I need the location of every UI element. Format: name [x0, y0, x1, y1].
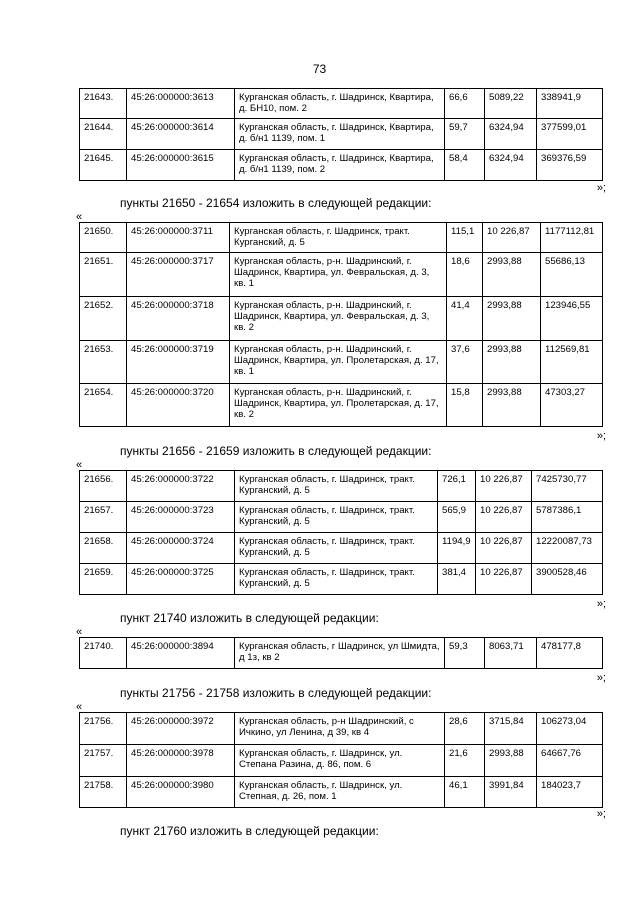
row-number-cell: 21659.: [80, 564, 127, 595]
row-number-cell: 21653.: [80, 341, 127, 384]
area-cell: 15,8: [447, 384, 483, 427]
cost-per-unit-cell: 10 226,87: [476, 502, 532, 533]
row-number-cell: 21644.: [80, 119, 127, 150]
area-cell: 115,1: [447, 223, 483, 253]
opening-quote: «: [76, 626, 83, 638]
table-row: [80, 150, 603, 181]
cadastral-number-cell: 45:26:000000:3723: [127, 502, 235, 533]
address-cell: Курганская область, г. Шадринск, тракт. Курганский, д. 5: [235, 502, 438, 533]
total-cost-cell: 377599,01: [537, 119, 603, 150]
row-number-cell: 21657.: [80, 502, 127, 533]
cadastral-number-cell: 45:26:000000:3724: [127, 533, 235, 564]
cost-per-unit-cell: 2993,88: [483, 297, 541, 341]
area-cell: 66,6: [445, 89, 485, 119]
address-cell: Курганская область, р-н. Шадринский, г. Шадринск, Квартира, ул. Февральская, д. 3, кв. 1: [230, 253, 447, 297]
section-heading: пункты 21650 - 21654 изложить в следующей редакции:: [120, 196, 432, 210]
table-row: [80, 253, 603, 297]
area-cell: 58,4: [445, 150, 485, 181]
opening-quote: «: [76, 211, 83, 223]
row-number-cell: 21651.: [80, 253, 127, 297]
table-row: [80, 533, 603, 564]
address-cell: Курганская область, г. Шадринск, тракт. Курганский, д. 5: [235, 533, 438, 564]
cost-per-unit-cell: 6324,94: [485, 150, 537, 181]
row-number-cell: 21643.: [80, 89, 127, 119]
opening-quote: «: [76, 459, 83, 471]
cadastral-number-cell: 45:26:000000:3980: [127, 777, 235, 808]
area-cell: 726,1: [438, 471, 476, 502]
table-row: [80, 471, 603, 502]
cost-per-unit-cell: 2993,88: [483, 384, 541, 427]
row-number-cell: 21757.: [80, 745, 127, 777]
total-cost-cell: 7425730,77: [532, 471, 603, 502]
total-cost-cell: 5787386,1: [532, 502, 603, 533]
cost-per-unit-cell: 6324,94: [485, 119, 537, 150]
address-cell: Курганская область, р-н. Шадринский, г. Шадринск, Квартира, ул. Пролетарская, д. 17, кв. 1: [230, 341, 447, 384]
cost-per-unit-cell: 10 226,87: [476, 564, 532, 595]
total-cost-cell: 112569,81: [541, 341, 603, 384]
property-table: [79, 88, 603, 181]
area-cell: 46,1: [445, 777, 485, 808]
total-cost-cell: 3900528,46: [532, 564, 603, 595]
total-cost-cell: 1177112,81: [541, 223, 603, 253]
total-cost-cell: 47303,27: [541, 384, 603, 427]
row-number-cell: 21758.: [80, 777, 127, 808]
area-cell: 41,4: [447, 297, 483, 341]
cadastral-number-cell: 45:26:000000:3722: [127, 471, 235, 502]
address-cell: Курганская область, р-н. Шадринский, г. Шадринск, Квартира, ул. Февральская, д. 3, кв. 2: [230, 297, 447, 341]
section-heading: пункт 21760 изложить в следующей редакции:: [120, 824, 379, 838]
table-row: [80, 89, 603, 119]
table-row: [80, 384, 603, 427]
row-number-cell: 21652.: [80, 297, 127, 341]
row-number-cell: 21656.: [80, 471, 127, 502]
address-cell: Курганская область, г. Шадринск, Квартира, д. б/н1 1139, пом. 2: [235, 150, 445, 181]
cost-per-unit-cell: 10 226,87: [483, 223, 541, 253]
property-table: [79, 222, 603, 427]
closing-quote: »;: [596, 182, 606, 194]
closing-quote: »;: [596, 430, 606, 442]
table-row: [80, 564, 603, 595]
cadastral-number-cell: 45:26:000000:3972: [127, 713, 235, 745]
section-heading: пункты 21656 - 21659 изложить в следующей редакции:: [120, 444, 432, 458]
total-cost-cell: 55686,13: [541, 253, 603, 297]
total-cost-cell: 123946,55: [541, 297, 603, 341]
closing-quote: »;: [596, 672, 606, 684]
row-number-cell: 21650.: [80, 223, 127, 253]
total-cost-cell: 369376,59: [537, 150, 603, 181]
cadastral-number-cell: 45:26:000000:3614: [127, 119, 235, 150]
total-cost-cell: 12220087,73: [532, 533, 603, 564]
cadastral-number-cell: 45:26:000000:3719: [127, 341, 230, 384]
row-number-cell: 21658.: [80, 533, 127, 564]
address-cell: Курганская область, г. Шадринск, ул. Степана Разина, д. 86, пом. 6: [235, 745, 445, 777]
area-cell: 59,3: [445, 638, 485, 669]
row-number-cell: 21654.: [80, 384, 127, 427]
cost-per-unit-cell: 2993,88: [485, 745, 537, 777]
cadastral-number-cell: 45:26:000000:3717: [127, 253, 230, 297]
table-row: [80, 777, 603, 808]
table-row: [80, 713, 603, 745]
address-cell: Курганская область, г. Шадринск, тракт. Курганский, д. 5: [235, 564, 438, 595]
cadastral-number-cell: 45:26:000000:3725: [127, 564, 235, 595]
cost-per-unit-cell: 8063,71: [485, 638, 537, 669]
row-number-cell: 21740.: [80, 638, 127, 669]
area-cell: 28,6: [445, 713, 485, 745]
cost-per-unit-cell: 2993,88: [483, 341, 541, 384]
table-row: [80, 745, 603, 777]
cadastral-number-cell: 45:26:000000:3711: [127, 223, 230, 253]
table-row: [80, 638, 603, 669]
cadastral-number-cell: 45:26:000000:3613: [127, 89, 235, 119]
section-heading: пункты 21756 - 21758 изложить в следующей редакции:: [120, 686, 432, 700]
address-cell: Курганская область, г. Шадринск, Квартира, д. БН10, пом. 2: [235, 89, 445, 119]
cost-per-unit-cell: 3715,84: [485, 713, 537, 745]
table-row: [80, 223, 603, 253]
area-cell: 21,6: [445, 745, 485, 777]
address-cell: Курганская область, р-н Шадринский, с Ичкино, ул Ленина, д 39, кв 4: [235, 713, 445, 745]
cost-per-unit-cell: 10 226,87: [476, 471, 532, 502]
table-row: [80, 297, 603, 341]
row-number-cell: 21756.: [80, 713, 127, 745]
cadastral-number-cell: 45:26:000000:3978: [127, 745, 235, 777]
area-cell: 1194,9: [438, 533, 476, 564]
property-table: [79, 637, 603, 669]
address-cell: Курганская область, г. Шадринск, ул. Степная, д. 26, пом. 1: [235, 777, 445, 808]
area-cell: 381,4: [438, 564, 476, 595]
cadastral-number-cell: 45:26:000000:3720: [127, 384, 230, 427]
address-cell: Курганская область, р-н. Шадринский, г. Шадринск, Квартира, ул. Пролетарская, д. 17, кв. 2: [230, 384, 447, 427]
total-cost-cell: 478177,8: [537, 638, 603, 669]
table-row: [80, 341, 603, 384]
table-row: [80, 119, 603, 150]
address-cell: Курганская область, г Шадринск, ул Шмидта, д 1з, кв 2: [235, 638, 445, 669]
total-cost-cell: 338941,9: [537, 89, 603, 119]
section-heading: пункт 21740 изложить в следующей редакции:: [120, 611, 379, 625]
area-cell: 565,9: [438, 502, 476, 533]
area-cell: 37,6: [447, 341, 483, 384]
address-cell: Курганская область, г. Шадринск, тракт. Курганский, д. 5: [230, 223, 447, 253]
cost-per-unit-cell: 10 226,87: [476, 533, 532, 564]
table-row: [80, 502, 603, 533]
total-cost-cell: 184023,7: [537, 777, 603, 808]
area-cell: 18,6: [447, 253, 483, 297]
row-number-cell: 21645.: [80, 150, 127, 181]
cost-per-unit-cell: 5089,22: [485, 89, 537, 119]
area-cell: 59,7: [445, 119, 485, 150]
address-cell: Курганская область, г. Шадринск, Квартира, д. б/н1 1139, пом. 1: [235, 119, 445, 150]
address-cell: Курганская область, г. Шадринск, тракт. Курганский, д. 5: [235, 471, 438, 502]
property-table: [79, 470, 603, 595]
total-cost-cell: 64667,76: [537, 745, 603, 777]
cost-per-unit-cell: 2993,88: [483, 253, 541, 297]
cadastral-number-cell: 45:26:000000:3718: [127, 297, 230, 341]
page-number: 73: [312, 62, 327, 76]
cadastral-number-cell: 45:26:000000:3615: [127, 150, 235, 181]
property-table: [79, 712, 603, 808]
cadastral-number-cell: 45:26:000000:3894: [127, 638, 235, 669]
total-cost-cell: 106273,04: [537, 713, 603, 745]
closing-quote: »;: [596, 808, 606, 820]
cost-per-unit-cell: 3991,84: [485, 777, 537, 808]
closing-quote: »;: [596, 598, 606, 610]
opening-quote: «: [76, 701, 83, 713]
